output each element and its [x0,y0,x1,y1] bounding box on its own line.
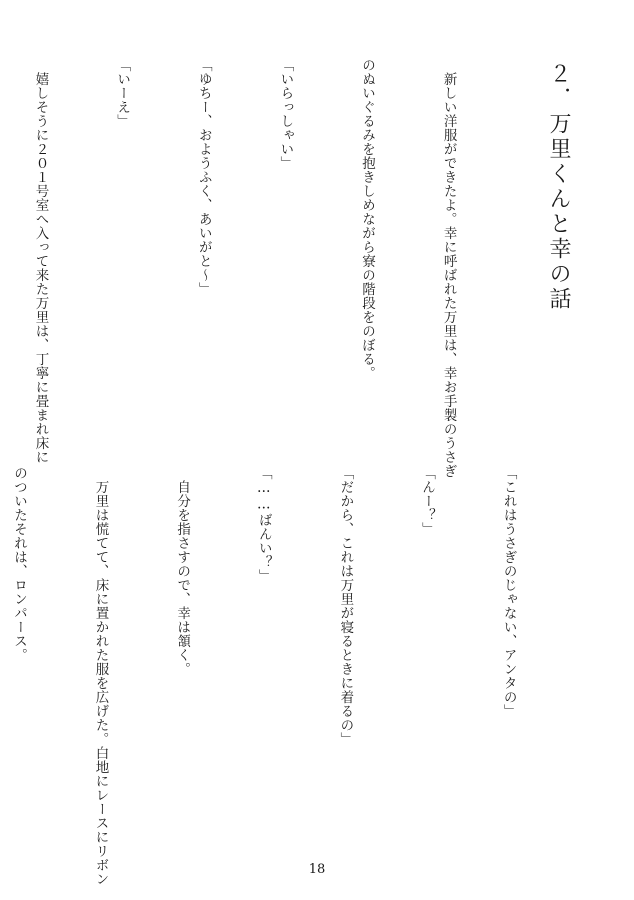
text-line: 「だから、これは万里が寝るときに着るの」 [337,466,354,746]
text-line: のついたそれは、ロンパース。 [10,466,27,662]
text-line: 自分を指さすので、幸は頷く。 [174,466,191,676]
top-text-column [0,58,516,478]
text-line: 「……ばんい？」 [255,466,272,583]
text-line: 嬉しそうに２０１号室へ入って来た万里は、丁寧に畳まれ床に [32,58,49,464]
text-line: 「いーえ」 [114,58,131,128]
text-line: 「いらっしゃい」 [277,58,294,170]
text-line: 「んー？」 [418,466,435,536]
text-line: 「これはうさぎのじゃない、アンタの」 [500,466,517,718]
page-number: 18 [308,862,326,877]
chapter-title: ２．万里くんと幸の話 [546,62,571,312]
text-line: 「ゆちー、おようふく、あいがと〜」 [195,58,212,296]
text-line: 新しい洋服ができたよ。幸に呼ばれた万里は、幸お手製のうさぎ [440,58,457,478]
text-line: 万里は慌てて、床に置かれた服を広げた。白地にレースにリボン [92,466,109,886]
text-line: のぬいぐるみを抱きしめながら寮の階段をのぼる。 [358,58,375,380]
